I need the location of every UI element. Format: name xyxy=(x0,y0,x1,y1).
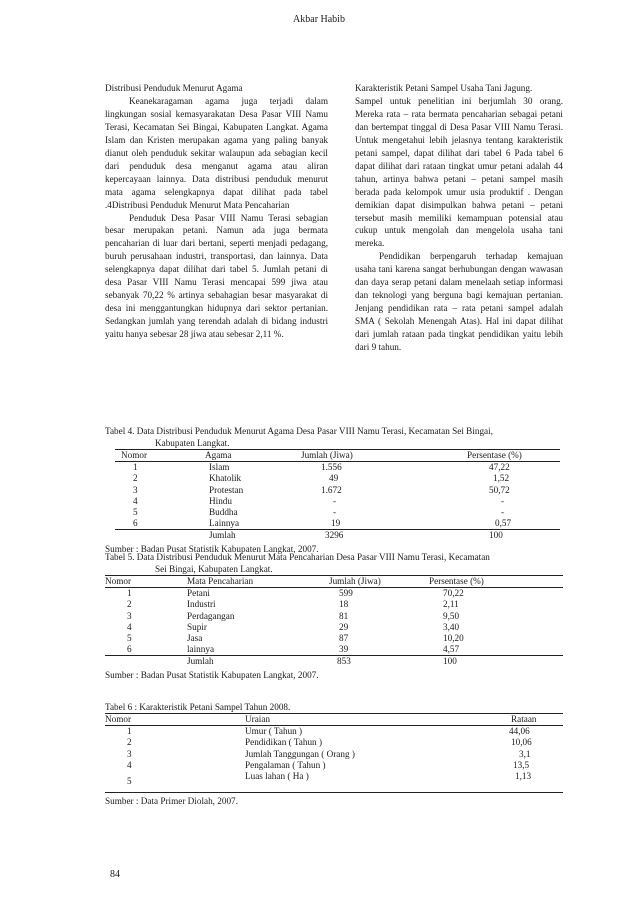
table-cell: 3 xyxy=(133,484,138,495)
table-cell: 853 xyxy=(337,656,351,667)
table-cell: 19 xyxy=(289,518,411,530)
table-cell: 39 xyxy=(317,644,421,656)
table-4-header-cell: Jumlah (Jiwa) xyxy=(289,450,411,462)
table-cell: 9,50 xyxy=(443,610,460,621)
table-cell: 70,22 xyxy=(443,588,464,599)
table-row xyxy=(115,473,560,484)
table-cell: 4 xyxy=(133,495,138,506)
table-cell: 6 xyxy=(115,518,181,530)
table-cell: 1,52 xyxy=(493,473,510,484)
table-cell: 10,06 xyxy=(511,737,532,748)
table-6-source: Sumber : Data Primer Diolah, 2007. xyxy=(105,796,238,807)
section-heading-farmer-characteristics: Karakteristik Petani Sampel Usaha Tani Jagung. xyxy=(355,83,533,93)
table-4-source: Sumber : Badan Pusat Statistik Kabupaten Langkat, 2007. xyxy=(105,543,319,554)
table-cell: 5 xyxy=(105,771,245,793)
table-cell: 13,5 xyxy=(513,759,530,770)
table-cell: Jasa xyxy=(187,633,203,644)
table-cell: 0,57 xyxy=(411,518,560,530)
table-5 xyxy=(105,575,563,668)
table-cell: 100 xyxy=(489,530,503,541)
table-cell: Supir xyxy=(187,621,207,632)
right-text-column xyxy=(355,82,563,354)
table-row xyxy=(105,726,563,738)
table-cell: Hindu xyxy=(209,495,232,506)
table-cell: Pendidikan ( Tahun ) xyxy=(245,737,323,748)
table-row xyxy=(115,507,560,518)
table-6 xyxy=(105,713,563,793)
table-cell: Pengalaman ( Tahun ) xyxy=(245,759,326,770)
table-cell: 18 xyxy=(339,599,349,610)
table-5-header-cell: Jumlah (Jiwa) xyxy=(317,576,421,588)
table-cell: Islam xyxy=(209,462,230,473)
table-row xyxy=(115,485,560,496)
table-cell: 1 xyxy=(127,588,132,599)
page-number: 84 xyxy=(110,869,120,880)
table-cell: Jumlah xyxy=(187,656,214,667)
table-6-caption: Tabel 6 : Karakteristik Petani Sampel Tahun 2008. xyxy=(105,702,291,712)
table-cell: 5 xyxy=(133,507,138,518)
table-6-header-row xyxy=(105,714,563,726)
table-cell: Khatolik xyxy=(209,473,242,484)
left-text-column xyxy=(105,82,328,341)
table-total-row xyxy=(105,656,563,668)
table-5-caption-line1: Tabel 5. Data Distribusi Penduduk Menurut Mata Pencaharian Desa Pasar VIII Namu Terasi, Kecamatan xyxy=(105,552,490,562)
table-4 xyxy=(115,449,560,542)
table-4-header-row xyxy=(115,450,560,462)
table-cell: - xyxy=(501,495,505,506)
table-cell: 81 xyxy=(339,610,349,621)
table-cell: Lainnya xyxy=(181,518,289,530)
table-cell: 1 xyxy=(133,462,138,473)
table-4-header-cell: Nomor xyxy=(115,450,181,462)
table-cell: Industri xyxy=(187,599,216,610)
table-cell: - xyxy=(333,507,337,518)
table-cell: 2,11 xyxy=(443,599,459,610)
table-row xyxy=(115,518,560,530)
table-cell: 100 xyxy=(443,656,457,667)
table-cell: Luas lahan ( Ha ) xyxy=(245,771,435,793)
table-cell: Perdagangan xyxy=(187,610,235,621)
table-row xyxy=(105,633,563,644)
table-row xyxy=(105,588,563,600)
table-cell: 10,20 xyxy=(443,633,464,644)
table-cell: - xyxy=(501,507,505,518)
table-row xyxy=(105,771,563,793)
table-cell: 1.556 xyxy=(321,462,342,473)
table-5-header-cell: Nomor xyxy=(105,576,175,588)
table-5-header-cell: Persentase (%) xyxy=(421,576,563,588)
table-cell: 50,72 xyxy=(489,484,510,495)
table-4-caption-line2: Kabupaten Langkat. xyxy=(155,438,230,448)
table-row xyxy=(105,599,563,610)
table-5-caption xyxy=(105,551,563,575)
paragraph-sample-characteristics: Sampel untuk penelitian ini berjumlah 30 orang. Mereka rata – rata bermata pencaharian sebagai petani dan bertempat tinggal di Desa Pasar VIII Namu Terasi. Untuk mengetahui lebih jelasnya tentang karakteristik petani sampel, dapat dilihat dari tabel 6 Pada tabel 6 dapat dilihat dari rataan tingkat umur petani adalah 44 tahun, artinya bahwa petani – petani sampel masih berada pada kelompok umur usia produktif . Dengan demikian dapat disimpulkan bahwa petani – petani tersebut masih memiliki kemampuan potensial atau cukup untuk mengolah dan mengelola usaha tani mereka. xyxy=(355,95,563,249)
table-cell: 4,57 xyxy=(421,644,563,656)
table-cell: 4 xyxy=(127,621,132,632)
table-cell: 4 xyxy=(127,759,132,770)
table-cell: 2 xyxy=(127,737,132,748)
table-4-header-cell: Agama xyxy=(181,450,289,462)
table-total-row xyxy=(115,530,560,542)
table-cell: 87 xyxy=(339,633,349,644)
table-cell: Umur ( Tahun ) xyxy=(245,726,303,737)
table-row xyxy=(105,749,563,760)
table-cell: 47,22 xyxy=(489,462,510,473)
table-cell: lainnya xyxy=(175,644,317,656)
table-6-block xyxy=(105,701,563,807)
table-cell: 1,13 xyxy=(435,771,563,793)
paragraph-religion: Keanekaragaman agama juga terjadi dalam lingkungan sosial kemasyarakatan Desa Pasar VIII Namu Terasi, Kecamatan Sei Bingai, Kabupaten Langkat. Agama Islam dan Kristen merupakan agama yang paling banyak dianut oleh penduduk sekitar walaupun ada sebagian kecil dari penduduk desa menganut agama atau aliran kepercayaan lainnya. Data distribusi penduduk menurut mata agama selengkapnya dapat dilihat pada tabel .4Distribusi Penduduk Menurut Mata Pencaharian xyxy=(105,95,328,210)
table-cell xyxy=(115,530,181,542)
table-5-block xyxy=(105,551,563,681)
table-cell: 49 xyxy=(329,473,339,484)
paragraph-education: Pendidikan berpengaruh terhadap kemajuan usaha tani karena sangat berhubungan dengan wawasan dan daya serap petani dalam menelaah setiap informasi dan teknologi yang berguna bagi kemajuan pertanian. Jenjang pendidikan rata – rata petani sampel adalah SMA ( Sekolah Menengah Atas). Hal ini dapat dilihat dari jumlah rataan pada tingkat pendidikan yaitu lebih dari 9 tahun. xyxy=(355,251,563,353)
table-row xyxy=(115,496,560,507)
table-cell: Buddha xyxy=(209,507,238,518)
table-row xyxy=(105,760,563,771)
table-row xyxy=(105,737,563,748)
table-cell: Jumlah Tanggungan ( Orang ) xyxy=(245,748,355,759)
table-row xyxy=(105,611,563,622)
table-cell: 5 xyxy=(127,633,132,644)
table-4-header-cell: Persentase (%) xyxy=(411,450,560,462)
table-cell: Jumlah xyxy=(209,530,236,541)
running-header-author: Akbar Habib xyxy=(293,14,345,25)
table-cell: 3296 xyxy=(325,530,344,541)
table-cell: 44,06 xyxy=(509,726,530,737)
table-cell: - xyxy=(333,495,337,506)
table-cell: 6 xyxy=(105,644,175,656)
table-cell: 3,40 xyxy=(443,621,460,632)
table-4-caption xyxy=(105,425,563,449)
table-cell: Petani xyxy=(187,588,210,599)
table-5-header-cell: Mata Pencaharian xyxy=(175,576,317,588)
table-cell: 599 xyxy=(339,588,353,599)
table-cell: 1.672 xyxy=(321,484,342,495)
table-cell xyxy=(105,656,175,668)
table-row xyxy=(105,644,563,656)
table-6-header-cell: Uraian xyxy=(245,714,435,726)
table-5-header-row xyxy=(105,576,563,588)
table-6-header-cell: Rataan xyxy=(435,714,563,726)
table-cell: 3,1 xyxy=(519,748,531,759)
section-heading-religion: Distribusi Penduduk Menurut Agama xyxy=(105,83,243,93)
table-cell: 29 xyxy=(339,621,349,632)
table-cell: Protestan xyxy=(209,484,244,495)
table-5-caption-line2: Sei Bingai, Kabupaten Langkat. xyxy=(155,564,273,574)
table-5-source: Sumber : Badan Pusat Statistik Kabupaten Langkat, 2007. xyxy=(105,669,319,680)
table-row xyxy=(105,622,563,633)
paragraph-occupation: Penduduk Desa Pasar VIII Namu Terasi sebagian besar merupakan petani. Namun ada juga bermata pencaharian di luar dari bertani, seperti menjadi pedagang, buruh perusahaan industri, transportasi, dan lainnya. Data selengkapnya dapat dilihat dari tabel 5. Jumlah petani di desa Pasar VIII Namu Terasi mencapai 599 jiwa atau sebanyak 70,22 % artinya sebahagian besar masyarakat di desa ini menggantungkan hidupnya dari sektor pertanian. Sedangkan jumlah yang terendah adalah di bidang industri yaitu hanya sebesar 28 jiwa atau sebesar 2,11 %. xyxy=(105,212,328,340)
table-cell: 2 xyxy=(133,473,138,484)
table-4-block xyxy=(105,425,563,555)
table-cell: 3 xyxy=(127,610,132,621)
table-cell: 2 xyxy=(127,599,132,610)
table-cell: 1 xyxy=(127,726,132,737)
table-6-header-cell: Nomor xyxy=(105,714,245,726)
table-row xyxy=(115,462,560,474)
table-4-caption-line1: Tabel 4. Data Distribusi Penduduk Menurut Agama Desa Pasar VIII Namu Terasi, Kecamatan Sei Bingai, xyxy=(105,426,493,436)
table-cell: 3 xyxy=(127,748,132,759)
